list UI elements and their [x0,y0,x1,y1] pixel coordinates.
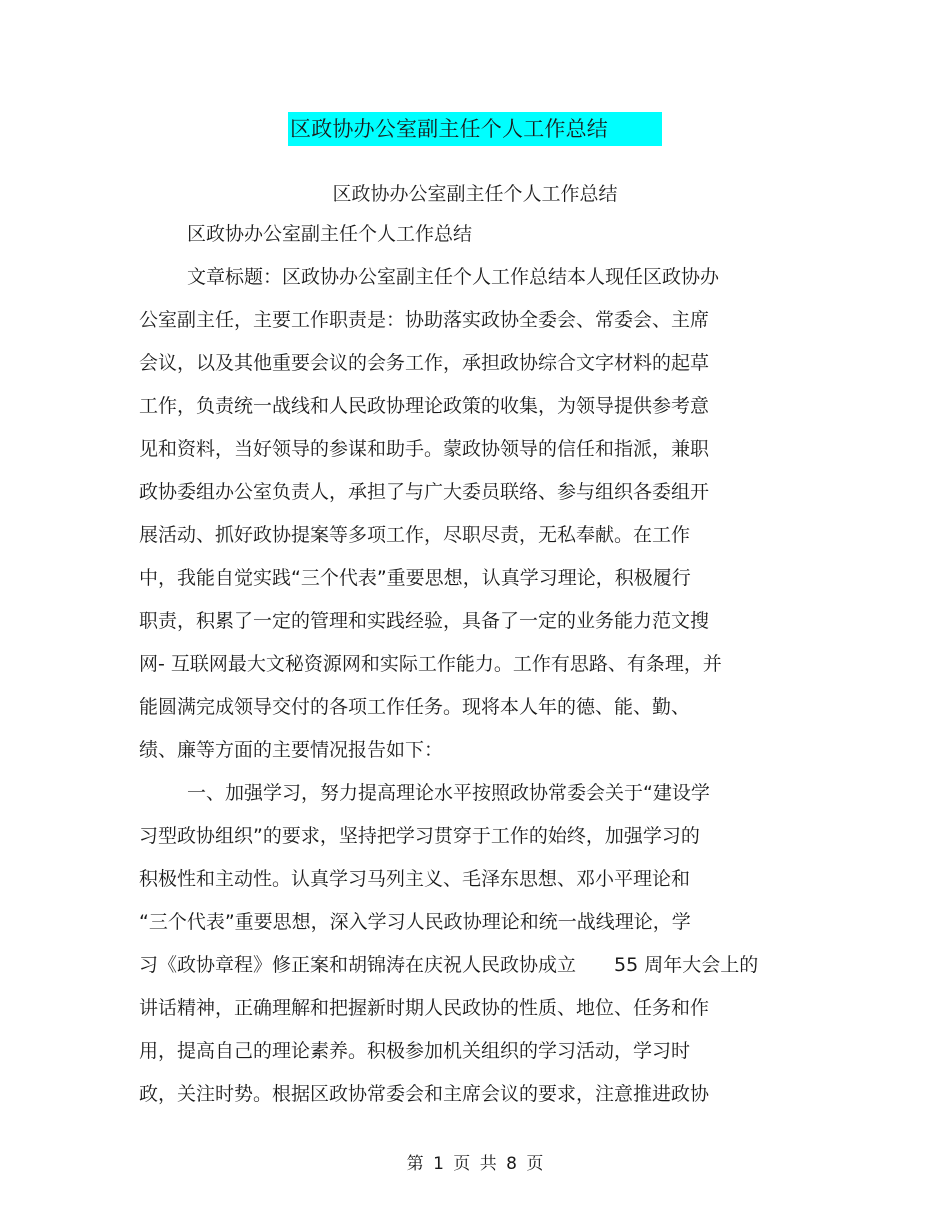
body-line: 职责，积累了一定的管理和实践经验，具备了一定的业务能力范文搜 [139,610,710,632]
body-line: 公室副主任，主要工作职责是：协助落实政协全委会、常委会、主席 [139,309,710,331]
body-line: 能圆满完成领导交付的各项工作任务。现将本人年的德、能、勤、 [139,696,691,718]
body-heading: 区政协办公室副主任个人工作总结 [187,223,473,245]
body-line: 积极性和主动性。认真学习马列主义、毛泽东思想、邓小平理论和 [139,868,691,890]
page-number-footer: 第 1 页 共 8 页 [406,1154,544,1174]
body-line: 会议，以及其他重要会议的会务工作，承担政协综合文字材料的起草 [139,352,710,374]
body-line: “三个代表”重要思想，深入学习人民政协理论和统一战线理论，学 [139,911,691,933]
body-line: 习《政协章程》修正案和胡锦涛在庆祝人民政协成立 55 周年大会上的 [139,954,759,976]
section-heading-line: 一、加强学习，努力提高理论水平按照政协常委会关于“建设学 [187,782,710,804]
body-line: 文章标题：区政协办公室副主任个人工作总结本人现任区政协办 [187,266,720,288]
body-line: 见和资料，当好领导的参谋和助手。蒙政协领导的信任和指派，兼职 [139,438,710,460]
body-line: 网- 互联网最大文秘资源网和实际工作能力。工作有思路、有条理，并 [139,653,722,675]
body-line: 中，我能自觉实践“三个代表”重要思想，认真学习理论，积极履行 [139,567,691,589]
body-line: 用，提高自己的理论素养。积极参加机关组织的学习活动，学习时 [139,1040,691,1062]
document-subtitle: 区政协办公室副主任个人工作总结 [332,183,618,205]
body-line: 工作，负责统一战线和人民政协理论政策的收集，为领导提供参考意 [139,395,710,417]
body-line: 习型政协组织”的要求，坚持把学习贯穿于工作的始终，加强学习的 [139,825,700,847]
body-line: 政协委组办公室负责人，承担了与广大委员联络、参与组织各委组开 [139,481,710,503]
body-line: 绩、廉等方面的主要情况报告如下： [139,739,444,761]
document-title: 区政协办公室副主任个人工作总结 [288,112,662,146]
body-line: 展活动、抓好政协提案等多项工作，尽职尽责，无私奉献。在工作 [139,524,691,546]
body-line: 讲话精神，正确理解和把握新时期人民政协的性质、地位、任务和作 [139,997,710,1019]
body-line: 政，关注时势。根据区政协常委会和主席会议的要求，注意推进政协 [139,1083,710,1105]
